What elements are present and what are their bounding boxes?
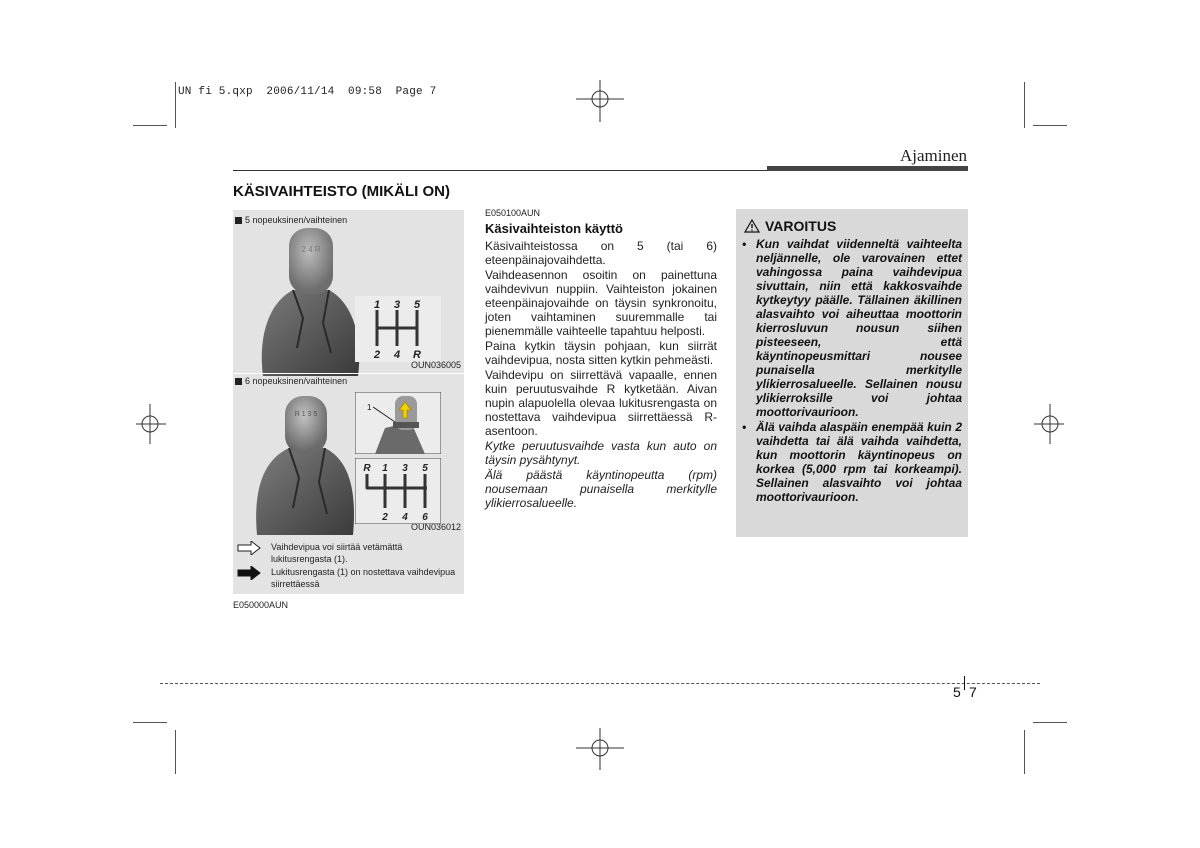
shift-5-top-2: 5 [413,299,421,311]
paragraph-1: Käsivaihteistossa on 5 (tai 6) eteenpäinajovaihdetta. [485,239,717,267]
section-code: E050000AUN [233,600,289,610]
paragraph-2: Vaihdeasennon osoitin on painettuna vaihdevivun nuppiin. Vaihteiston jokainen eteenpäinajovaihde on täysin synkronoitu, joten vaihtaminen suuremmalle tai pienemmälle vaihteelle tapahtuu helposti. [485,268,717,338]
outline-arrow-icon [237,541,261,555]
shift-6-bottom-1: 4 [402,512,408,523]
registration-mark-top [576,80,624,122]
shift-6-bottom-2: 6 [422,512,428,523]
square-bullet-icon [235,217,242,224]
shift-5-top-1: 3 [393,299,401,311]
header-rule [233,170,767,171]
text-heading: Käsivaihteiston käyttö [485,221,623,236]
page-number: 7 [969,684,977,700]
knob-pattern-6: R 1 3 5 [294,411,318,418]
registration-mark-bottom [576,728,624,770]
warning-item-2: • Älä vaihda alaspäin enempää kuin 2 vaihdetta tai älä vaihda vaihdetta, kun moottorin käyntinopeus on korkea (5,000 rpm tai korkeampi). Sellainen alasvaihto voi johtaa moottorivaurioon. [742,420,962,504]
figure-caption-6speed: 6 nopeuksinen/vaihteinen [235,376,347,386]
paragraph-4: Vaihdevipu on siirrettävä vapaalle, ennen kuin peruutusvaihde R kytketään. Aivan nupin alapuolella olevaa lukitusrengasta on nostettava vaihdevipua siirrettäessä R-asentoon. [485,368,717,438]
print-slug: UN fi 5.qxp 2006/11/14 09:58 Page 7 [178,86,437,98]
figure-caption-5speed: 5 nopeuksinen/vaihteinen [235,215,347,225]
warning-item-1: • Kun vaihdat viidenneltä vaihteelta neljännelle, ole varovainen ettet vahingossa paina vaihdevipua sivuttain, niin että kakkosvaihde kytkeytyy päälle. Tällainen äkillinen alasvaihto voi aiheuttaa moottorin kierrosluvun nousun siihen pisteeseen, että käyntinopeusmittari nousee punaisella merkitylle ylikierrosalueelle. Sellainen nousu ylikierroksille voi johtaa moottorivaurioon. [742,237,962,419]
shift-5-bottom-0: 2 [373,349,381,361]
chapter-number: 5 [953,684,961,700]
shift-6-top-3: 5 [422,463,428,474]
knob-pattern-5: 2 4 R [301,245,321,254]
paragraph-5: Kytke peruutusvaihde vasta kun auto on täysin pysähtynyt. [485,439,717,467]
registration-mark-left [136,404,166,444]
lock-ring-detail [355,392,441,454]
callout-1: 1 [367,403,372,412]
paragraph-6: Älä päästä käyntinopeutta (rpm) nousemaan punaisella merkitylle ylikierrosalueelle. [485,468,717,510]
paragraph-3: Paina kytkin täysin pohjaan, kun siirrät vaihdevipua, nosta sitten kytkin pehmeästi. [485,339,717,367]
header-rule-accent [767,166,968,171]
legend-outline-arrow: Vaihdevipua voi siirtää vetämättä lukitusrengasta (1). [237,541,461,565]
square-bullet-icon [235,378,242,385]
shift-6-top-1: 1 [382,463,388,474]
figure-code-6speed: OUN036012 [410,522,461,532]
registration-mark-right [1034,404,1064,444]
footer-dotted-rule [160,683,1040,684]
text-code: E050100AUN [485,208,541,218]
page-heading: KÄSIVAIHTEISTO (MIKÄLI ON) [233,183,450,200]
shift-pattern-5speed [355,296,441,362]
gearshift-figure [233,210,464,594]
shift-5-bottom-2: R [413,349,421,361]
page-number-divider [964,676,965,690]
manual-transmission-text [485,208,717,511]
filled-arrow-icon [237,566,261,580]
warning-title: VAROITUS [744,218,836,234]
warning-list [742,237,962,505]
gear-knob-6speed-photo [253,390,358,538]
shift-5-bottom-1: 4 [393,349,401,361]
figure-code-5speed: OUN036005 [410,360,461,370]
shift-pattern-6speed [355,458,441,524]
figure-divider [233,373,464,374]
shift-5-top-0: 1 [373,299,381,311]
shift-6-top-2: 3 [402,463,408,474]
warning-box [736,209,968,537]
shift-6-bottom-0: 2 [382,512,388,523]
warning-triangle-icon [744,219,760,233]
section-title: Ajaminen [899,146,967,165]
shift-6-top-0: R [363,463,371,474]
legend-filled-arrow: Lukitusrengasta (1) on nostettava vaihdevipua siirrettäessä [237,566,461,590]
gear-knob-5speed-photo [253,228,368,376]
